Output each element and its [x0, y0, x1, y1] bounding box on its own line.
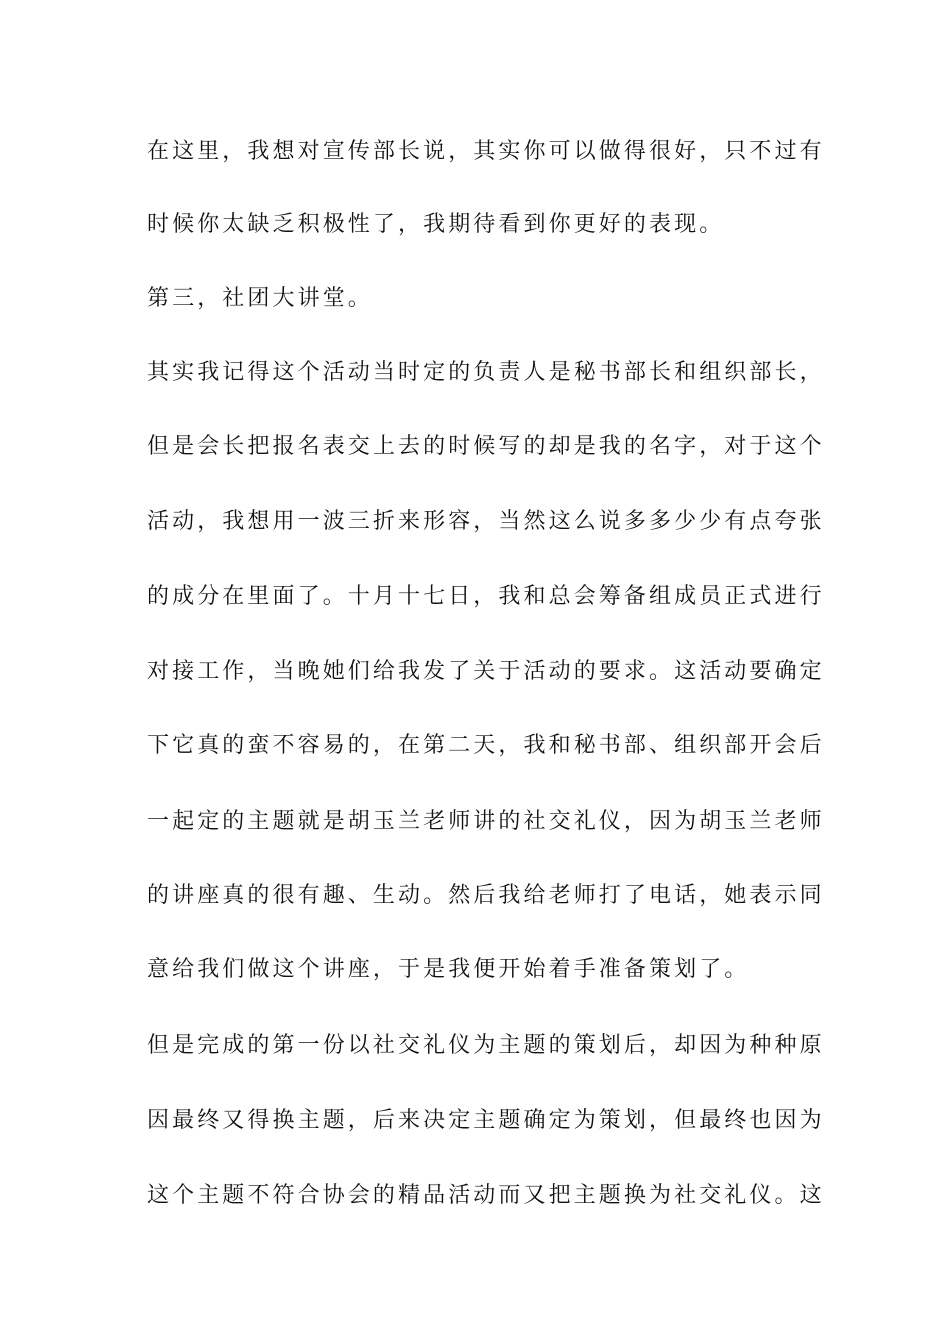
text-line: 一起定的主题就是胡玉兰老师讲的社交礼仪，因为胡玉兰老师	[147, 809, 825, 834]
text-line: 对接工作，当晚她们给我发了关于活动的要求。这活动要确定	[147, 659, 825, 684]
text-line: 但是完成的第一份以社交礼仪为主题的策划后，却因为种种原	[147, 1033, 825, 1058]
text-line: 其实我记得这个活动当时定的负责人是秘书部长和组织部长，	[147, 360, 825, 385]
text-line: 这个主题不符合协会的精品活动而又把主题换为社交礼仪。这	[147, 1183, 825, 1208]
text-line: 活动，我想用一波三折来形容，当然这么说多多少少有点夸张	[147, 509, 825, 534]
text-line: 因最终又得换主题，后来决定主题确定为策划，但最终也因为	[147, 1108, 825, 1133]
text-line: 的成分在里面了。十月十七日，我和总会筹备组成员正式进行	[147, 584, 825, 609]
text-line: 下它真的蛮不容易的，在第二天，我和秘书部、组织部开会后	[147, 733, 825, 758]
text-line: 第三，社团大讲堂。	[147, 286, 373, 311]
text-line: 时候你太缺乏积极性了，我期待看到你更好的表现。	[147, 212, 725, 237]
text-line: 的讲座真的很有趣、生动。然后我给老师打了电话，她表示同	[147, 883, 825, 908]
text-line: 但是会长把报名表交上去的时候写的却是我的名字，对于这个	[147, 434, 825, 459]
text-line: 意给我们做这个讲座，于是我便开始着手准备策划了。	[147, 957, 750, 982]
text-line: 在这里，我想对宣传部长说，其实你可以做得很好，只不过有	[147, 139, 825, 164]
